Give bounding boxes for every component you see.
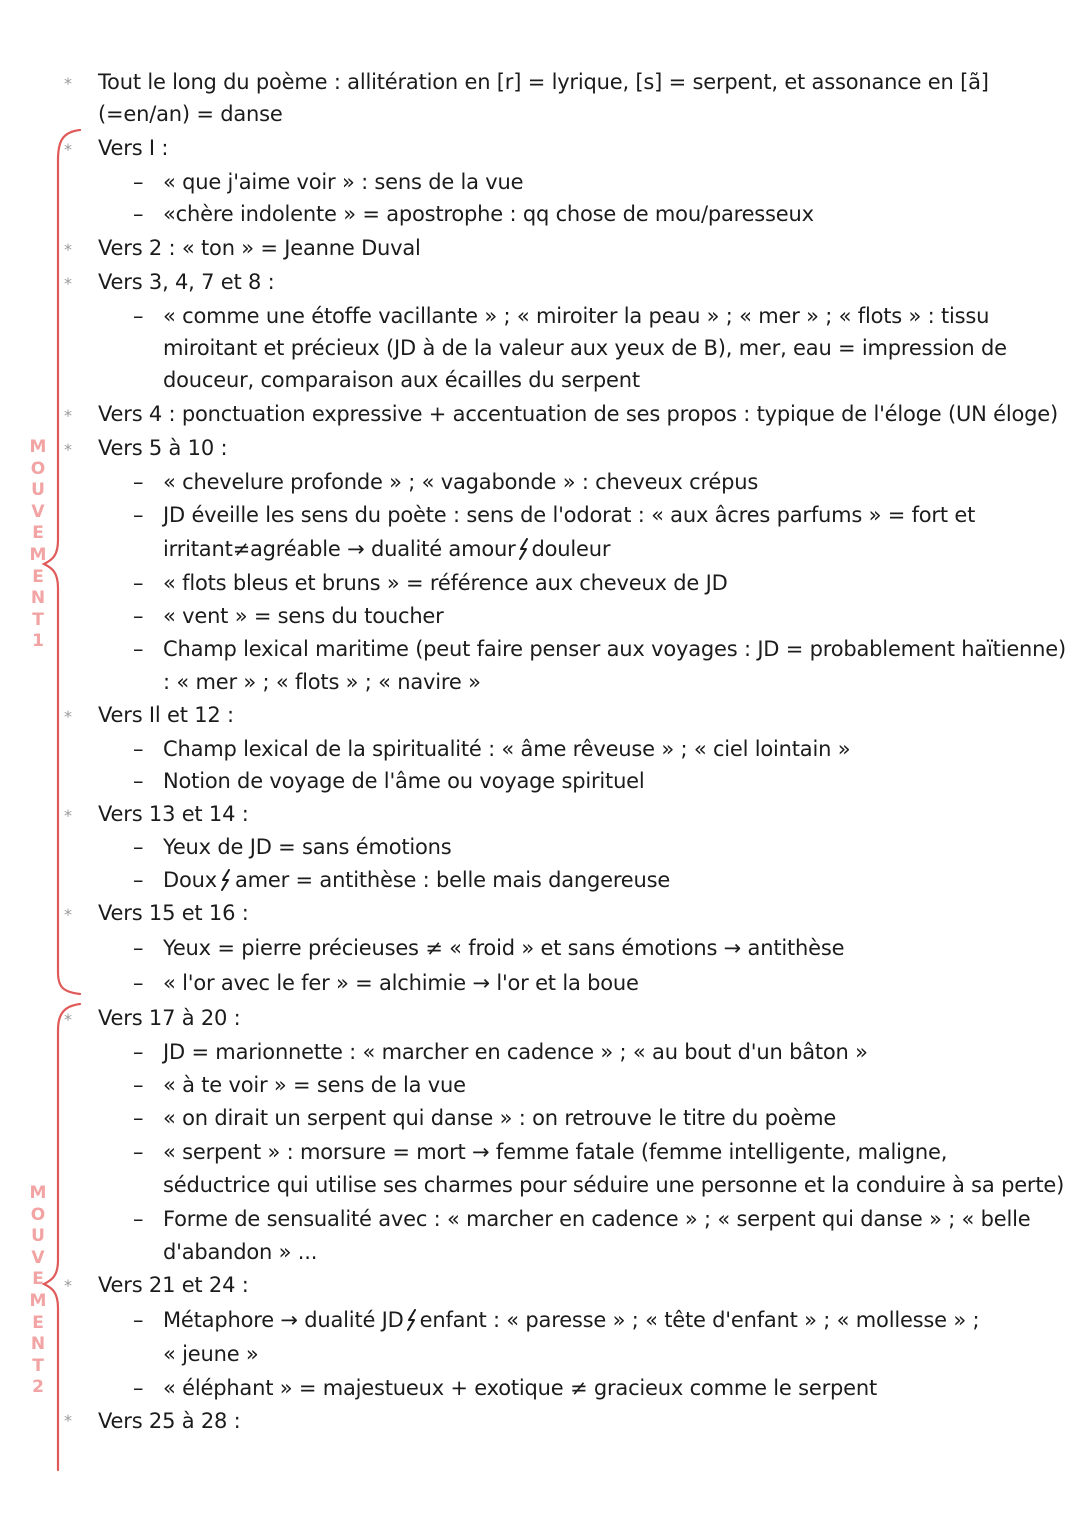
section-heading: Vers I : bbox=[98, 136, 169, 160]
note-line: séductrice qui utilise ses charmes pour séduire une personne et la conduire à sa perte) bbox=[163, 1173, 1065, 1197]
note-line: Tout le long du poème : allitération en [r] = lyrique, [s] = serpent, et assonance en [ã] bbox=[98, 70, 989, 94]
bullet-star-icon: * bbox=[64, 1411, 72, 1430]
bullet-star-icon: * bbox=[64, 74, 72, 93]
note-line: JD = marionnette : « marcher en cadence » ; « au bout d'un bâton » bbox=[163, 1040, 868, 1064]
note-line: « à te voir » = sens de la vue bbox=[163, 1073, 466, 1097]
dash-bullet: – bbox=[133, 571, 144, 595]
lightning-bolt-icon bbox=[518, 538, 530, 560]
bullet-star-icon: * bbox=[64, 1276, 72, 1295]
note-line: « éléphant » = majestueux + exotique ≠ gracieux comme le serpent bbox=[163, 1376, 878, 1400]
note-line: miroitant et précieux (JD à de la valeur aux yeux de B), mer, eau = impression de bbox=[163, 336, 1007, 360]
dash-bullet: – bbox=[133, 1207, 144, 1231]
dash-bullet: – bbox=[133, 604, 144, 628]
note-line: Yeux de JD = sans émotions bbox=[163, 835, 452, 859]
section-heading: Vers Il et 12 : bbox=[98, 703, 234, 727]
dash-bullet: – bbox=[133, 1106, 144, 1130]
section-heading: Vers 15 et 16 : bbox=[98, 901, 249, 925]
dash-bullet: – bbox=[133, 936, 144, 960]
note-line: d'abandon » ... bbox=[163, 1240, 318, 1264]
dash-bullet: – bbox=[133, 637, 144, 661]
note-line bbox=[163, 535, 610, 563]
section-heading: Vers 5 à 10 : bbox=[98, 436, 228, 460]
mouvement-1-bracket bbox=[44, 130, 80, 994]
bullet-star-icon: * bbox=[64, 806, 72, 825]
bullet-star-icon: * bbox=[64, 1010, 72, 1029]
dash-bullet: – bbox=[133, 1376, 144, 1400]
note-text: Doux bbox=[163, 868, 217, 892]
note-line: « jeune » bbox=[163, 1342, 259, 1366]
mouvement-1-label: M O U V E M E N T 1 bbox=[29, 437, 47, 652]
note-text: douleur bbox=[531, 537, 611, 561]
section-heading: Vers 3, 4, 7 et 8 : bbox=[98, 270, 275, 294]
mouvement-2-label: M O U V E M E N T 2 bbox=[29, 1183, 47, 1398]
section-heading: Vers 21 et 24 : bbox=[98, 1273, 249, 1297]
note-line: « que j'aime voir » : sens de la vue bbox=[163, 170, 524, 194]
note-line: Notion de voyage de l'âme ou voyage spirituel bbox=[163, 769, 645, 793]
note-line: Forme de sensualité avec : « marcher en cadence » ; « serpent qui danse » ; « belle bbox=[163, 1207, 1031, 1231]
bullet-star-icon: * bbox=[64, 905, 72, 924]
dash-bullet: – bbox=[133, 1308, 144, 1332]
note-line: «chère indolente » = apostrophe : qq chose de mou/paresseux bbox=[163, 202, 814, 226]
note-line: « vent » = sens du toucher bbox=[163, 604, 444, 628]
dash-bullet: – bbox=[133, 835, 144, 859]
dash-bullet: – bbox=[133, 769, 144, 793]
dash-bullet: – bbox=[133, 1140, 144, 1164]
mouvement-2-bracket bbox=[44, 1004, 80, 1470]
dash-bullet: – bbox=[133, 1040, 144, 1064]
note-text: irritant≠agréable → dualité amour bbox=[163, 537, 516, 561]
dash-bullet: – bbox=[133, 1073, 144, 1097]
bullet-star-icon: * bbox=[64, 440, 72, 459]
bullet-star-icon: * bbox=[64, 707, 72, 726]
note-line: Champ lexical de la spiritualité : « âme rêveuse » ; « ciel lointain » bbox=[163, 737, 851, 761]
dash-bullet: – bbox=[133, 202, 144, 226]
note-text: Métaphore → dualité JD bbox=[163, 1308, 404, 1332]
lightning-bolt-icon bbox=[406, 1309, 418, 1331]
dash-bullet: – bbox=[133, 868, 144, 892]
note-line: « on dirait un serpent qui danse » : on retrouve le titre du poème bbox=[163, 1106, 837, 1130]
note-line: « flots bleus et bruns » = référence aux cheveux de JD bbox=[163, 571, 728, 595]
note-text: amer = antithèse : belle mais dangereuse bbox=[234, 868, 671, 892]
bullet-star-icon: * bbox=[64, 274, 72, 293]
bullet-star-icon: * bbox=[64, 140, 72, 159]
section-heading: Vers 2 : « ton » = Jeanne Duval bbox=[98, 236, 421, 260]
dash-bullet: – bbox=[133, 170, 144, 194]
bullet-star-icon: * bbox=[64, 240, 72, 259]
dash-bullet: – bbox=[133, 971, 144, 995]
note-line: douceur, comparaison aux écailles du serpent bbox=[163, 368, 640, 392]
note-line: « chevelure profonde » ; « vagabonde » : cheveux crépus bbox=[163, 470, 759, 494]
section-heading: Vers 17 à 20 : bbox=[98, 1006, 241, 1030]
section-heading: Vers 13 et 14 : bbox=[98, 802, 249, 826]
section-heading: Vers 25 à 28 : bbox=[98, 1409, 241, 1433]
dash-bullet: – bbox=[133, 304, 144, 328]
dash-bullet: – bbox=[133, 503, 144, 527]
bullet-star-icon: * bbox=[64, 406, 72, 425]
note-line: « comme une étoffe vacillante » ; « miroiter la peau » ; « mer » ; « flots » : tissu bbox=[163, 304, 990, 328]
note-line: « l'or avec le fer » = alchimie → l'or et la boue bbox=[163, 971, 639, 995]
note-line bbox=[163, 1306, 979, 1334]
dash-bullet: – bbox=[133, 737, 144, 761]
note-text: enfant : « paresse » ; « tête d'enfant » ; « mollesse » ; bbox=[419, 1308, 980, 1332]
dash-bullet: – bbox=[133, 470, 144, 494]
note-line: Champ lexical maritime (peut faire penser aux voyages : JD = probablement haïtienne) bbox=[163, 637, 1066, 661]
note-line: JD éveille les sens du poète : sens de l'odorat : « aux âcres parfums » = fort et bbox=[163, 503, 976, 527]
note-line: (=en/an) = danse bbox=[98, 102, 283, 126]
note-line: Yeux = pierre précieuses ≠ « froid » et sans émotions → antithèse bbox=[163, 936, 845, 960]
note-line: : « mer » ; « flots » ; « navire » bbox=[163, 670, 481, 694]
section-heading: Vers 4 : ponctuation expressive + accentuation de ses propos : typique de l'éloge (UN éloge) bbox=[98, 402, 1058, 426]
note-line: « serpent » : morsure = mort → femme fatale (femme intelligente, maligne, bbox=[163, 1140, 948, 1164]
note-line bbox=[163, 866, 670, 894]
lightning-bolt-icon bbox=[220, 869, 232, 891]
